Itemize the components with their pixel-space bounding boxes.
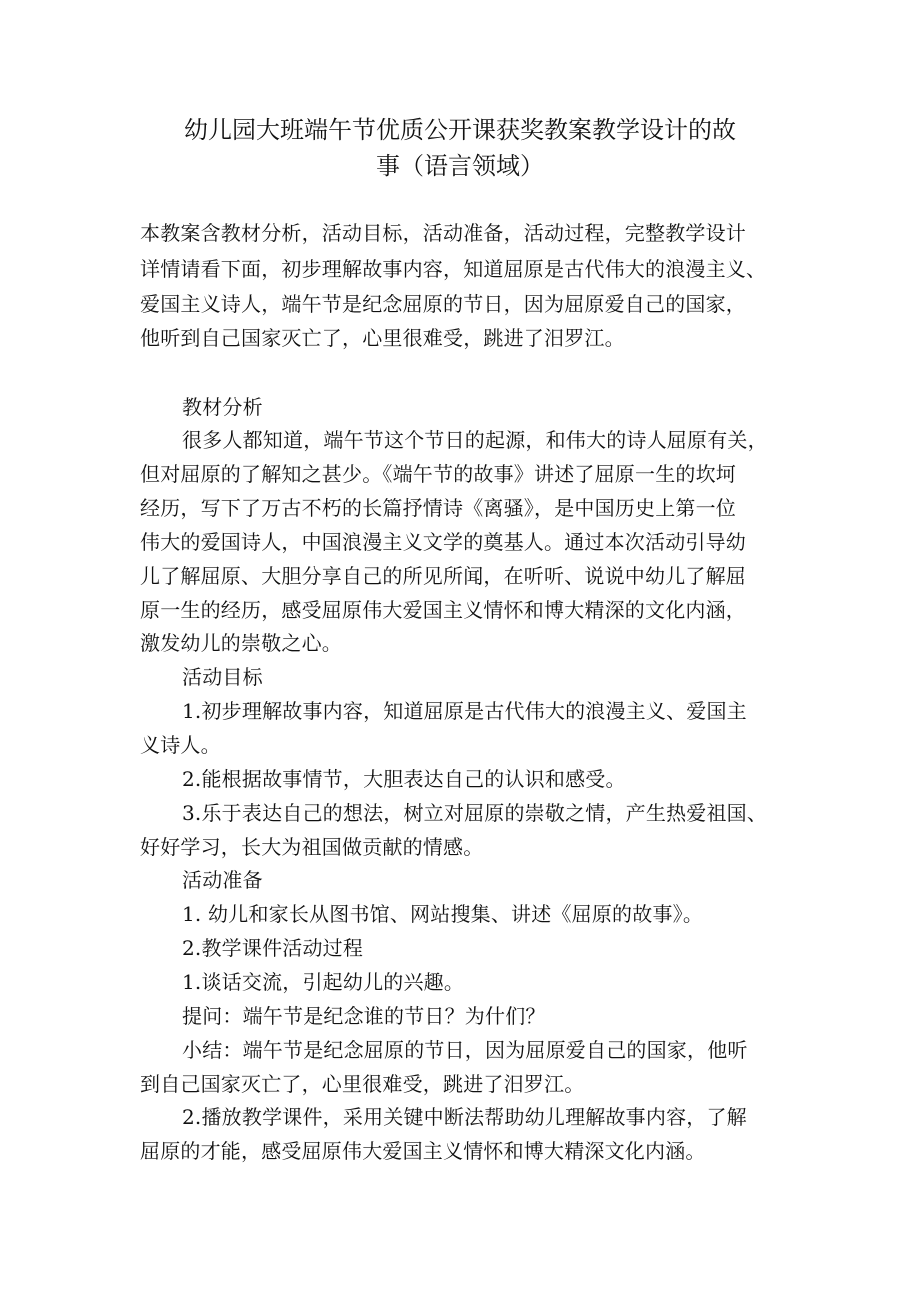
analysis-line-6: 原一生的经历，感受屈原伟大爱国主义情怀和博大精深的文化内涵， [140, 598, 746, 622]
analysis-line-4: 伟大的爱国诗人，中国浪漫主义文学的奠基人。通过本次活动引导幼 [140, 530, 746, 554]
goal-3-line-1: 3.乐于表达自己的想法，树立对屈原的崇敬之情，产生热爱祖国、 [182, 801, 768, 825]
goal-2: 2.能根据故事情节，大胆表达自己的认识和感受。 [182, 767, 626, 791]
process-item-2-line-2: 屈原的才能，感受屈原伟大爱国主义情怀和博大精深文化内涵。 [140, 1139, 706, 1163]
title-line-1: 幼儿园大班端午节优质公开课获奖教案教学设计的故 [184, 116, 736, 144]
goal-1-line-2: 义诗人。 [140, 733, 221, 757]
analysis-heading: 教材分析 [182, 395, 263, 419]
prep-item-2: 2.教学课件活动过程 [182, 936, 364, 960]
goal-3-line-2: 好好学习，长大为祖国做贡献的情感。 [140, 835, 484, 859]
analysis-line-5: 儿了解屈原、大胆分享自己的所见所闻，在听听、说说中幼儿了解屈 [140, 564, 746, 588]
goal-1-line-1: 1.初步理解故事内容，知道屈原是古代伟大的浪漫主义、爱国主 [182, 699, 747, 723]
prep-item-1: 1. 幼儿和家长从图书馆、网站搜集、讲述《屈原的故事》。 [182, 902, 704, 926]
process-item-2-line-1: 2.播放教学课件，采用关键中断法帮助幼儿理解故事内容，了解 [182, 1105, 747, 1129]
title-line-2: 事（语言领域） [376, 152, 544, 180]
analysis-line-7: 激发幼儿的崇敬之心。 [140, 631, 342, 655]
analysis-line-2: 但对屈原的了解知之甚少。《端午节的故事》讲述了屈原一生的坎坷 [140, 462, 736, 486]
intro-line-1: 本教案含教材分析，活动目标，活动准备，活动过程，完整教学设计 [140, 221, 746, 245]
process-question: 提问：端午节是纪念谁的节日？为什们？ [182, 1004, 546, 1028]
process-summary-line-2: 到自己国家灭亡了，心里很难受，跳进了汨罗江。 [140, 1072, 585, 1096]
analysis-line-3: 经历，写下了万古不朽的长篇抒情诗《离骚》，是中国历史上第一位 [140, 496, 736, 520]
prep-heading: 活动准备 [182, 868, 263, 892]
goals-heading: 活动目标 [182, 665, 263, 689]
intro-line-3: 爱国主义诗人，端午节是纪念屈原的节日，因为屈原爱自己的国家， [140, 292, 746, 316]
process-summary-line-1: 小结：端午节是纪念屈原的节日，因为屈原爱自己的国家，他听 [182, 1038, 748, 1062]
document-title [140, 112, 780, 184]
analysis-line-1: 很多人都知道，端午节这个节日的起源，和伟大的诗人屈原有关， [182, 428, 768, 452]
intro-line-2: 详情请看下面，初步理解故事内容，知道屈原是古代伟大的浪漫主义、 [140, 257, 767, 281]
intro-line-4: 他听到自己国家灭亡了，心里很难受，跳进了汨罗江。 [140, 326, 625, 350]
process-item-1: 1.谈话交流，引起幼儿的兴趣。 [182, 970, 465, 994]
